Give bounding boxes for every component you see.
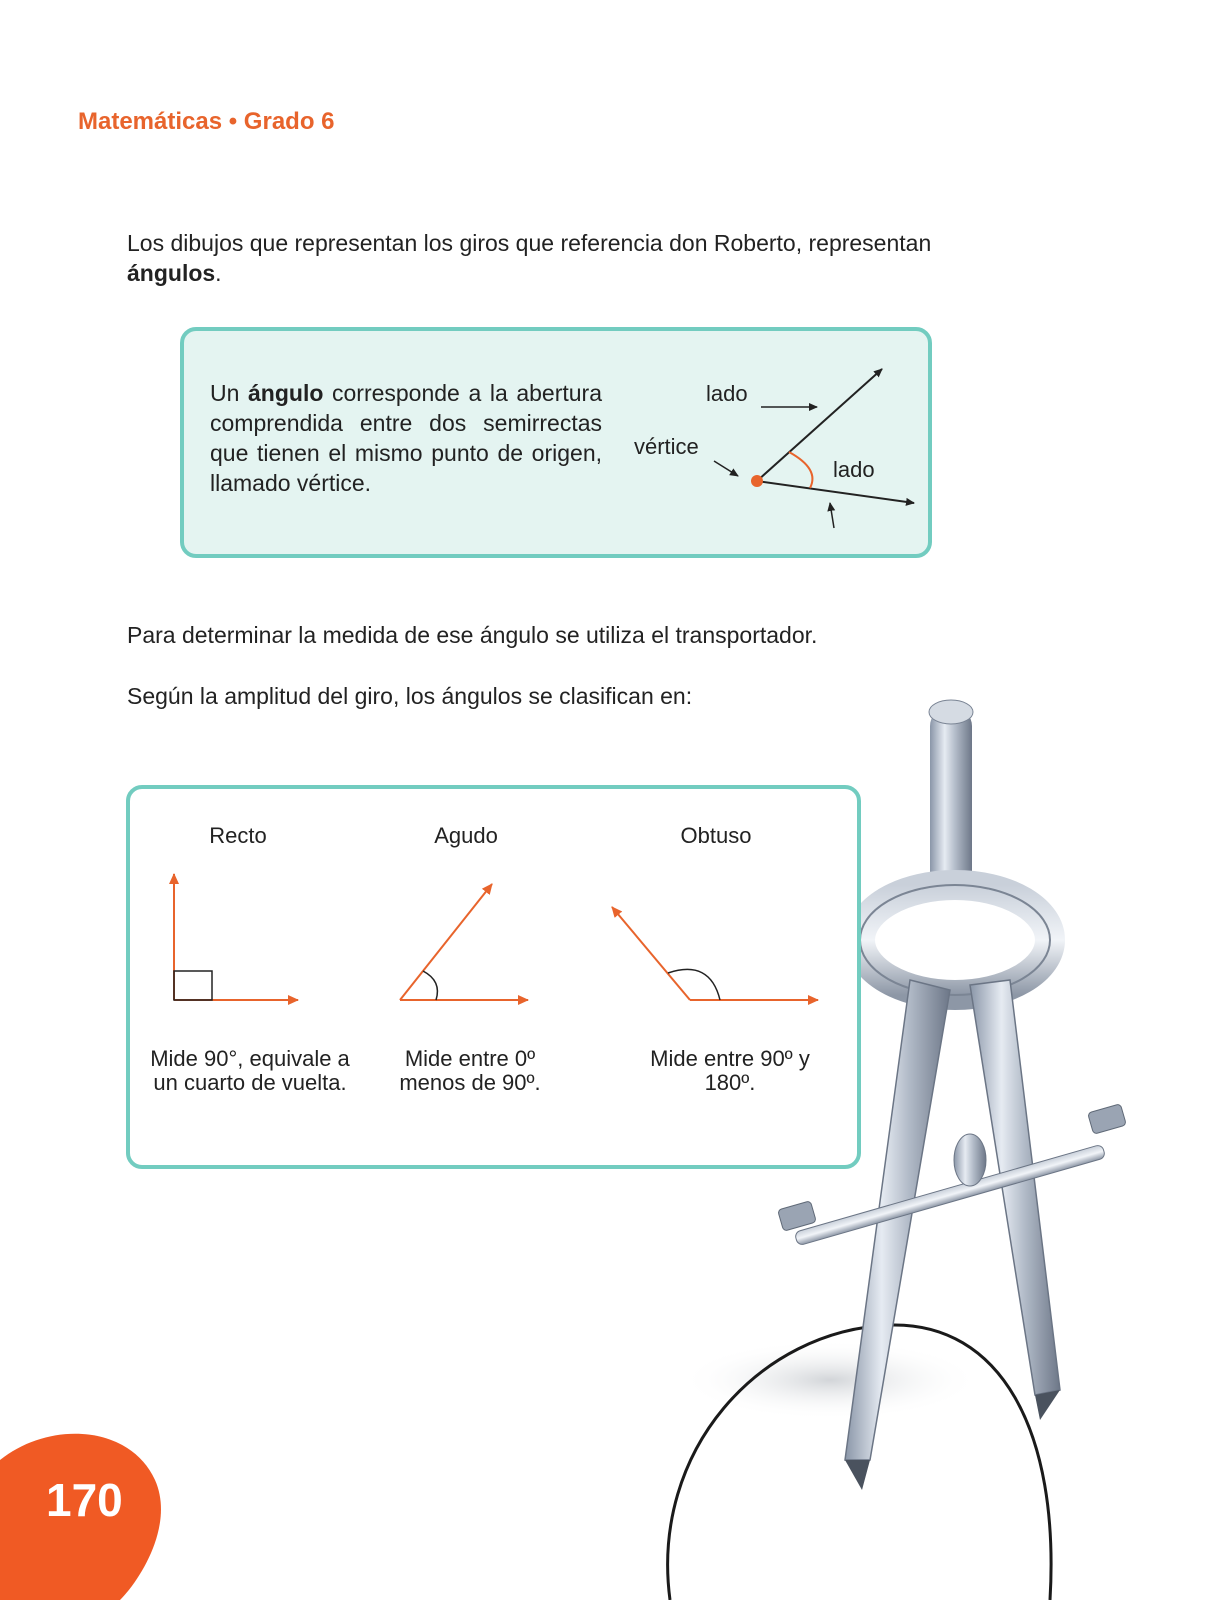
intro-bold-term: ángulos: [127, 260, 216, 286]
arrow-vertice: [714, 461, 738, 476]
right-angle-icon: [174, 874, 298, 1000]
page-number: 170: [46, 1474, 123, 1526]
title-obtuso: Obtuso: [680, 823, 752, 848]
obtuse-angle-icon: [612, 907, 818, 1000]
desc-obtuso: Mide entre 90º y 180º.: [650, 1046, 810, 1095]
classify-paragraph: Según la amplitud del giro, los ángulos se clasifican en:: [127, 683, 693, 709]
arrow-lado-right: [830, 503, 834, 528]
label-lado-top: lado: [706, 381, 748, 406]
label-lado-right: lado: [833, 457, 875, 482]
ray-lower: [757, 481, 914, 503]
intro-end: .: [215, 260, 222, 286]
intro-text: Los dibujos que representan los giros que referencia don Roberto, representan: [127, 230, 932, 256]
angle-diagram: [184, 331, 936, 562]
angle-arc: [789, 452, 812, 488]
label-vertice: vértice: [634, 434, 699, 459]
vertex-dot: [751, 475, 763, 487]
title-recto: Recto: [209, 823, 267, 848]
definition-box: [180, 327, 932, 558]
measure-paragraph: Para determinar la medida de ese ángulo se utiliza el transportador.: [127, 622, 818, 648]
definition-prefix: Un: [210, 380, 248, 406]
angle-types-diagram: [130, 789, 865, 1173]
intro-paragraph: [127, 228, 1027, 288]
page-header: Matemáticas • Grado 6: [78, 108, 335, 135]
classification-box: [126, 785, 861, 1169]
definition-bold-term: ángulo: [248, 380, 324, 406]
acute-angle-icon: [400, 884, 528, 1000]
title-agudo: Agudo: [434, 823, 498, 848]
definition-body: corresponde a la abertura comprendida entre dos semirrectas que tienen el mismo punto de origen, llamado vértice.: [210, 380, 602, 496]
desc-agudo: Mide entre 0º menos de 90º.: [399, 1046, 541, 1095]
desc-recto: Mide 90°, equivale a un cuarto de vuelta.: [150, 1046, 350, 1095]
